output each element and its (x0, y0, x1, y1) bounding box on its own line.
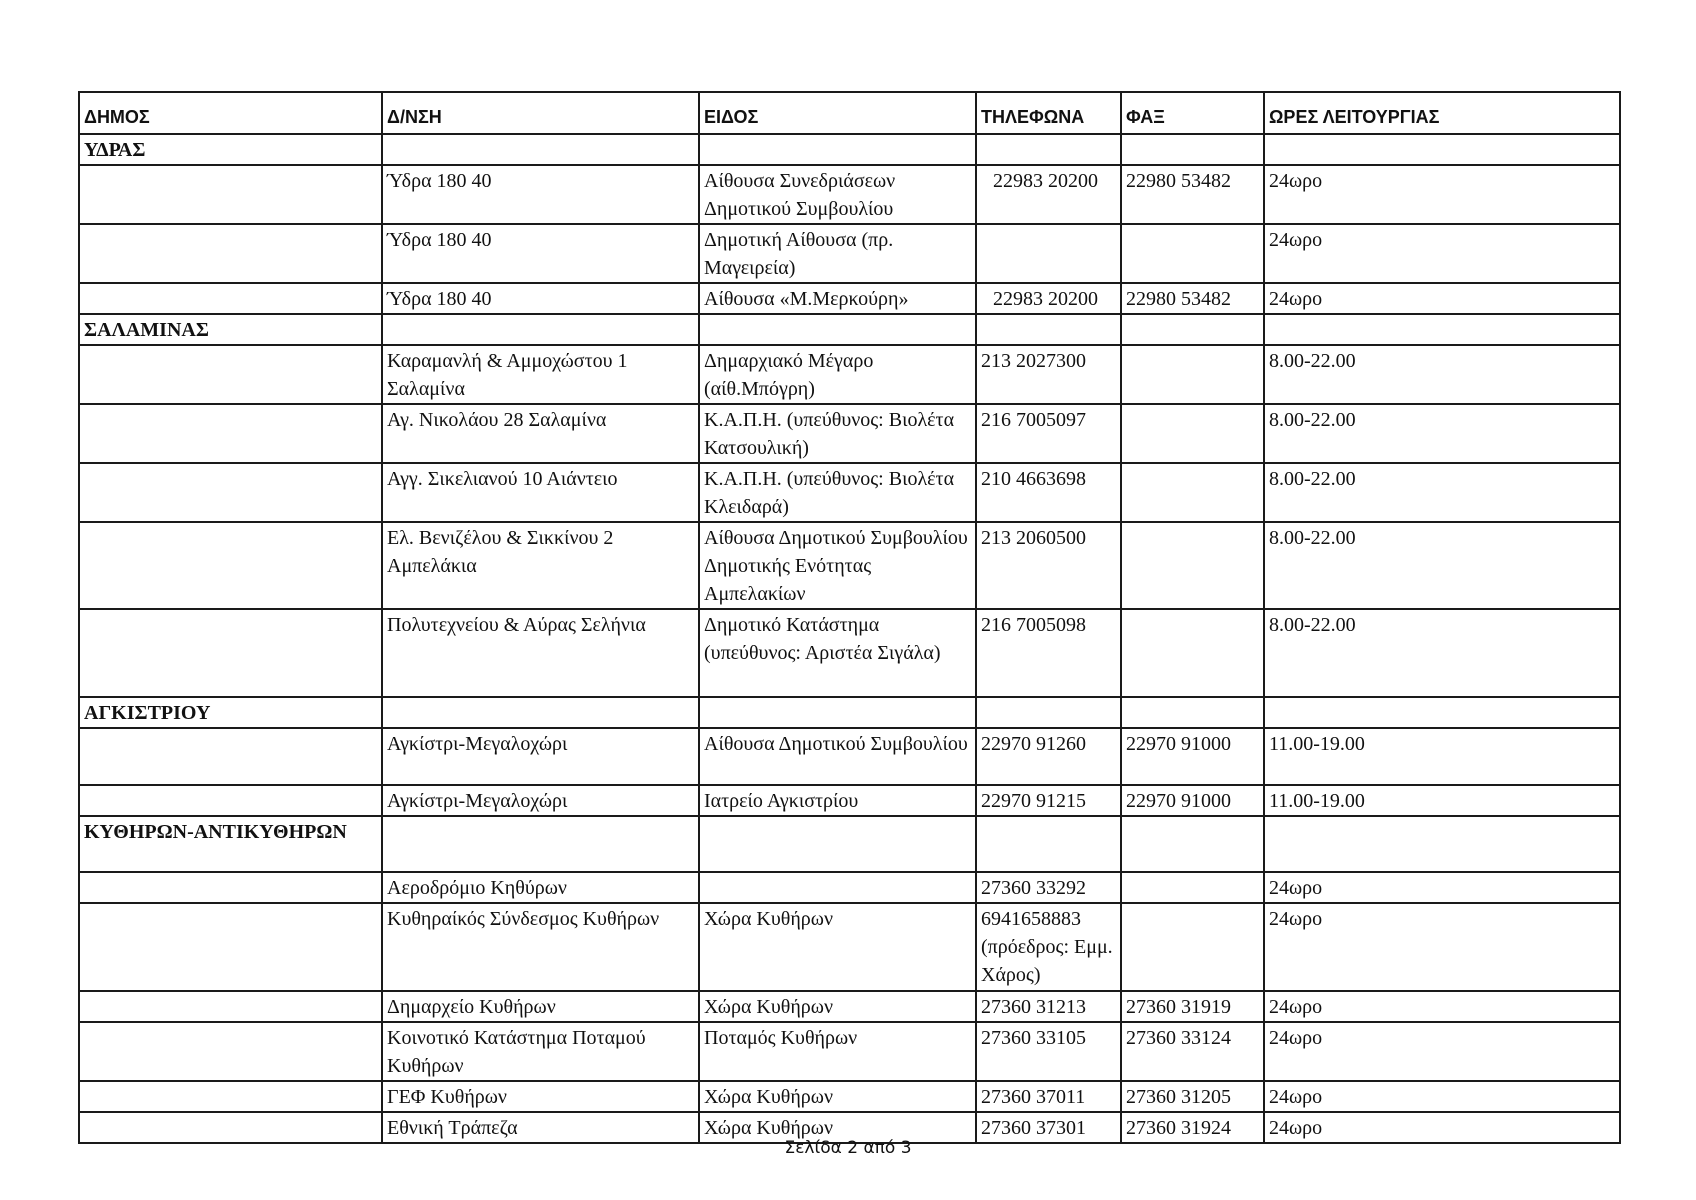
municipality-cell: ΥΔΡΑΣ (79, 134, 382, 165)
empty-cell (79, 404, 382, 463)
municipality-cell: ΚΥΘΗΡΩΝ-ΑΝΤΙΚΥΘΗΡΩΝ (79, 816, 382, 872)
fax-cell (1121, 404, 1264, 463)
table-row (79, 903, 1620, 991)
fax-cell (1121, 609, 1264, 697)
empty-cell (1121, 697, 1264, 728)
address-cell: Ύδρα 180 40 (382, 165, 699, 224)
table-row (79, 1081, 1620, 1112)
address-cell: Ελ. Βενιζέλου & Σικκίνου 2 Αμπελάκια (382, 522, 699, 609)
address-cell: Αεροδρόμιο Κηθύρων (382, 872, 699, 903)
type-cell: Δημαρχιακό Μέγαρο (αίθ.Μπόγρη) (699, 345, 976, 404)
hours-cell: 24ωρο (1264, 991, 1620, 1022)
empty-cell (382, 134, 699, 165)
empty-cell (1264, 314, 1620, 345)
fax-cell: 22980 53482 (1121, 283, 1264, 314)
fax-cell (1121, 224, 1264, 283)
empty-cell (1121, 134, 1264, 165)
type-cell: Δημοτική Αίθουσα (πρ. Μαγειρεία) (699, 224, 976, 283)
empty-cell (1264, 697, 1620, 728)
address-cell: Δημαρχείο Κυθήρων (382, 991, 699, 1022)
phone-cell: 213 2027300 (976, 345, 1121, 404)
fax-cell: 27360 31919 (1121, 991, 1264, 1022)
empty-cell (79, 224, 382, 283)
fax-cell (1121, 522, 1264, 609)
hours-cell: 24ωρο (1264, 224, 1620, 283)
table-row (79, 224, 1620, 283)
venues-table (78, 91, 1621, 1144)
hours-cell: 24ωρο (1264, 872, 1620, 903)
group-row (79, 314, 1620, 345)
phone-cell: 22983 20200 (976, 165, 1121, 224)
hours-cell: 8.00-22.00 (1264, 522, 1620, 609)
table-row (79, 165, 1620, 224)
type-cell (699, 872, 976, 903)
empty-cell (976, 816, 1121, 872)
phone-cell: 22970 91260 (976, 728, 1121, 785)
table-row (79, 283, 1620, 314)
fax-cell: 22980 53482 (1121, 165, 1264, 224)
phone-cell: 6941658883 (πρόεδρος: Εμμ. Χάρος) (976, 903, 1121, 991)
empty-cell (699, 697, 976, 728)
empty-cell (79, 345, 382, 404)
phone-cell: 27360 33292 (976, 872, 1121, 903)
empty-cell (79, 872, 382, 903)
empty-cell (79, 1022, 382, 1081)
empty-cell (79, 903, 382, 991)
hours-cell: 8.00-22.00 (1264, 463, 1620, 522)
phone-cell: 22970 91215 (976, 785, 1121, 816)
fax-cell (1121, 872, 1264, 903)
header-phones: ΤΗΛΕΦΩΝΑ (976, 92, 1121, 134)
empty-cell (699, 816, 976, 872)
address-cell: Εθνική Τράπεζα (382, 1112, 699, 1143)
empty-cell (1264, 816, 1620, 872)
hours-cell: 24ωρο (1264, 283, 1620, 314)
fax-cell: 22970 91000 (1121, 728, 1264, 785)
table-row (79, 872, 1620, 903)
empty-cell (79, 165, 382, 224)
phone-cell: 27360 37011 (976, 1081, 1121, 1112)
address-cell: Ύδρα 180 40 (382, 224, 699, 283)
phone-cell: 27360 33105 (976, 1022, 1121, 1081)
group-row (79, 697, 1620, 728)
empty-cell (79, 785, 382, 816)
type-cell: Χώρα Κυθήρων (699, 1081, 976, 1112)
address-cell: Αγγ. Σικελιανού 10 Αιάντειο (382, 463, 699, 522)
table-header-row (79, 92, 1620, 134)
address-cell: Κυθηραίκός Σύνδεσμος Κυθήρων (382, 903, 699, 991)
empty-cell (79, 728, 382, 785)
municipality-cell: ΣΑΛΑΜΙΝΑΣ (79, 314, 382, 345)
hours-cell: 24ωρο (1264, 165, 1620, 224)
header-address: Δ/ΝΣΗ (382, 92, 699, 134)
hours-cell: 24ωρο (1264, 1112, 1620, 1143)
phone-cell: 27360 37301 (976, 1112, 1121, 1143)
phone-cell: 27360 31213 (976, 991, 1121, 1022)
address-cell: ΓΕΦ Κυθήρων (382, 1081, 699, 1112)
address-cell: Αγκίστρι-Μεγαλοχώρι (382, 728, 699, 785)
table-row (79, 609, 1620, 697)
empty-cell (79, 1081, 382, 1112)
fax-cell: 27360 33124 (1121, 1022, 1264, 1081)
type-cell: Χώρα Κυθήρων (699, 903, 976, 991)
table-row (79, 991, 1620, 1022)
phone-cell: 210 4663698 (976, 463, 1121, 522)
type-cell: Αίθουσα «Μ.Μερκούρη» (699, 283, 976, 314)
empty-cell (1121, 816, 1264, 872)
hours-cell: 11.00-19.00 (1264, 785, 1620, 816)
hours-cell: 11.00-19.00 (1264, 728, 1620, 785)
type-cell: Αίθουσα Συνεδριάσεων Δημοτικού Συμβουλίου (699, 165, 976, 224)
municipality-cell: ΑΓΚΙΣΤΡΙΟΥ (79, 697, 382, 728)
phone-cell: 22983 20200 (976, 283, 1121, 314)
fax-cell (1121, 345, 1264, 404)
empty-cell (79, 283, 382, 314)
table-row (79, 728, 1620, 785)
type-cell: Κ.Α.Π.Η. (υπεύθυνος: Βιολέτα Κατσουλική) (699, 404, 976, 463)
phone-cell: 216 7005098 (976, 609, 1121, 697)
table-row (79, 785, 1620, 816)
table-row (79, 463, 1620, 522)
type-cell: Αίθουσα Δημοτικού Συμβουλίου Δημοτικής Ενότητας Αμπελακίων (699, 522, 976, 609)
header-municipality: ΔΗΜΟΣ (79, 92, 382, 134)
address-cell: Αγ. Νικολάου 28 Σαλαμίνα (382, 404, 699, 463)
type-cell: Ποταμός Κυθήρων (699, 1022, 976, 1081)
empty-cell (382, 816, 699, 872)
empty-cell (699, 314, 976, 345)
empty-cell (79, 609, 382, 697)
header-hours: ΩΡΕΣ ΛΕΙΤΟΥΡΓΙΑΣ (1264, 92, 1620, 134)
type-cell: Αίθουσα Δημοτικού Συμβουλίου (699, 728, 976, 785)
fax-cell (1121, 903, 1264, 991)
empty-cell (1264, 134, 1620, 165)
type-cell: Δημοτικό Κατάστημα (υπεύθυνος: Αριστέα Σιγάλα) (699, 609, 976, 697)
fax-cell: 27360 31205 (1121, 1081, 1264, 1112)
address-cell: Καραμανλή & Αμμοχώστου 1 Σαλαμίνα (382, 345, 699, 404)
group-row (79, 816, 1620, 872)
type-cell: Χώρα Κυθήρων (699, 1112, 976, 1143)
empty-cell (1121, 314, 1264, 345)
fax-cell: 22970 91000 (1121, 785, 1264, 816)
hours-cell: 8.00-22.00 (1264, 345, 1620, 404)
hours-cell: 8.00-22.00 (1264, 609, 1620, 697)
empty-cell (79, 463, 382, 522)
table-row (79, 345, 1620, 404)
hours-cell: 24ωρο (1264, 903, 1620, 991)
fax-cell: 27360 31924 (1121, 1112, 1264, 1143)
phone-cell: 216 7005097 (976, 404, 1121, 463)
fax-cell (1121, 463, 1264, 522)
empty-cell (976, 314, 1121, 345)
empty-cell (79, 522, 382, 609)
table-row (79, 522, 1620, 609)
address-cell: Κοινοτικό Κατάστημα Ποταμού Κυθήρων (382, 1022, 699, 1081)
empty-cell (976, 134, 1121, 165)
phone-cell (976, 224, 1121, 283)
phone-cell: 213 2060500 (976, 522, 1121, 609)
empty-cell (976, 697, 1121, 728)
address-cell: Ύδρα 180 40 (382, 283, 699, 314)
table-row (79, 404, 1620, 463)
address-cell: Αγκίστρι-Μεγαλοχώρι (382, 785, 699, 816)
type-cell: Ιατρείο Αγκιστρίου (699, 785, 976, 816)
type-cell: Χώρα Κυθήρων (699, 991, 976, 1022)
group-row (79, 134, 1620, 165)
hours-cell: 8.00-22.00 (1264, 404, 1620, 463)
table-row (79, 1022, 1620, 1081)
empty-cell (699, 134, 976, 165)
header-type: ΕΙΔΟΣ (699, 92, 976, 134)
empty-cell (79, 991, 382, 1022)
header-fax: ΦΑΞ (1121, 92, 1264, 134)
hours-cell: 24ωρο (1264, 1081, 1620, 1112)
empty-cell (382, 697, 699, 728)
page-number: Σελίδα 2 από 3 (784, 1138, 912, 1158)
empty-cell (382, 314, 699, 345)
type-cell: Κ.Α.Π.Η. (υπεύθυνος: Βιολέτα Κλειδαρά) (699, 463, 976, 522)
hours-cell: 24ωρο (1264, 1022, 1620, 1081)
address-cell: Πολυτεχνείου & Αύρας Σελήνια (382, 609, 699, 697)
